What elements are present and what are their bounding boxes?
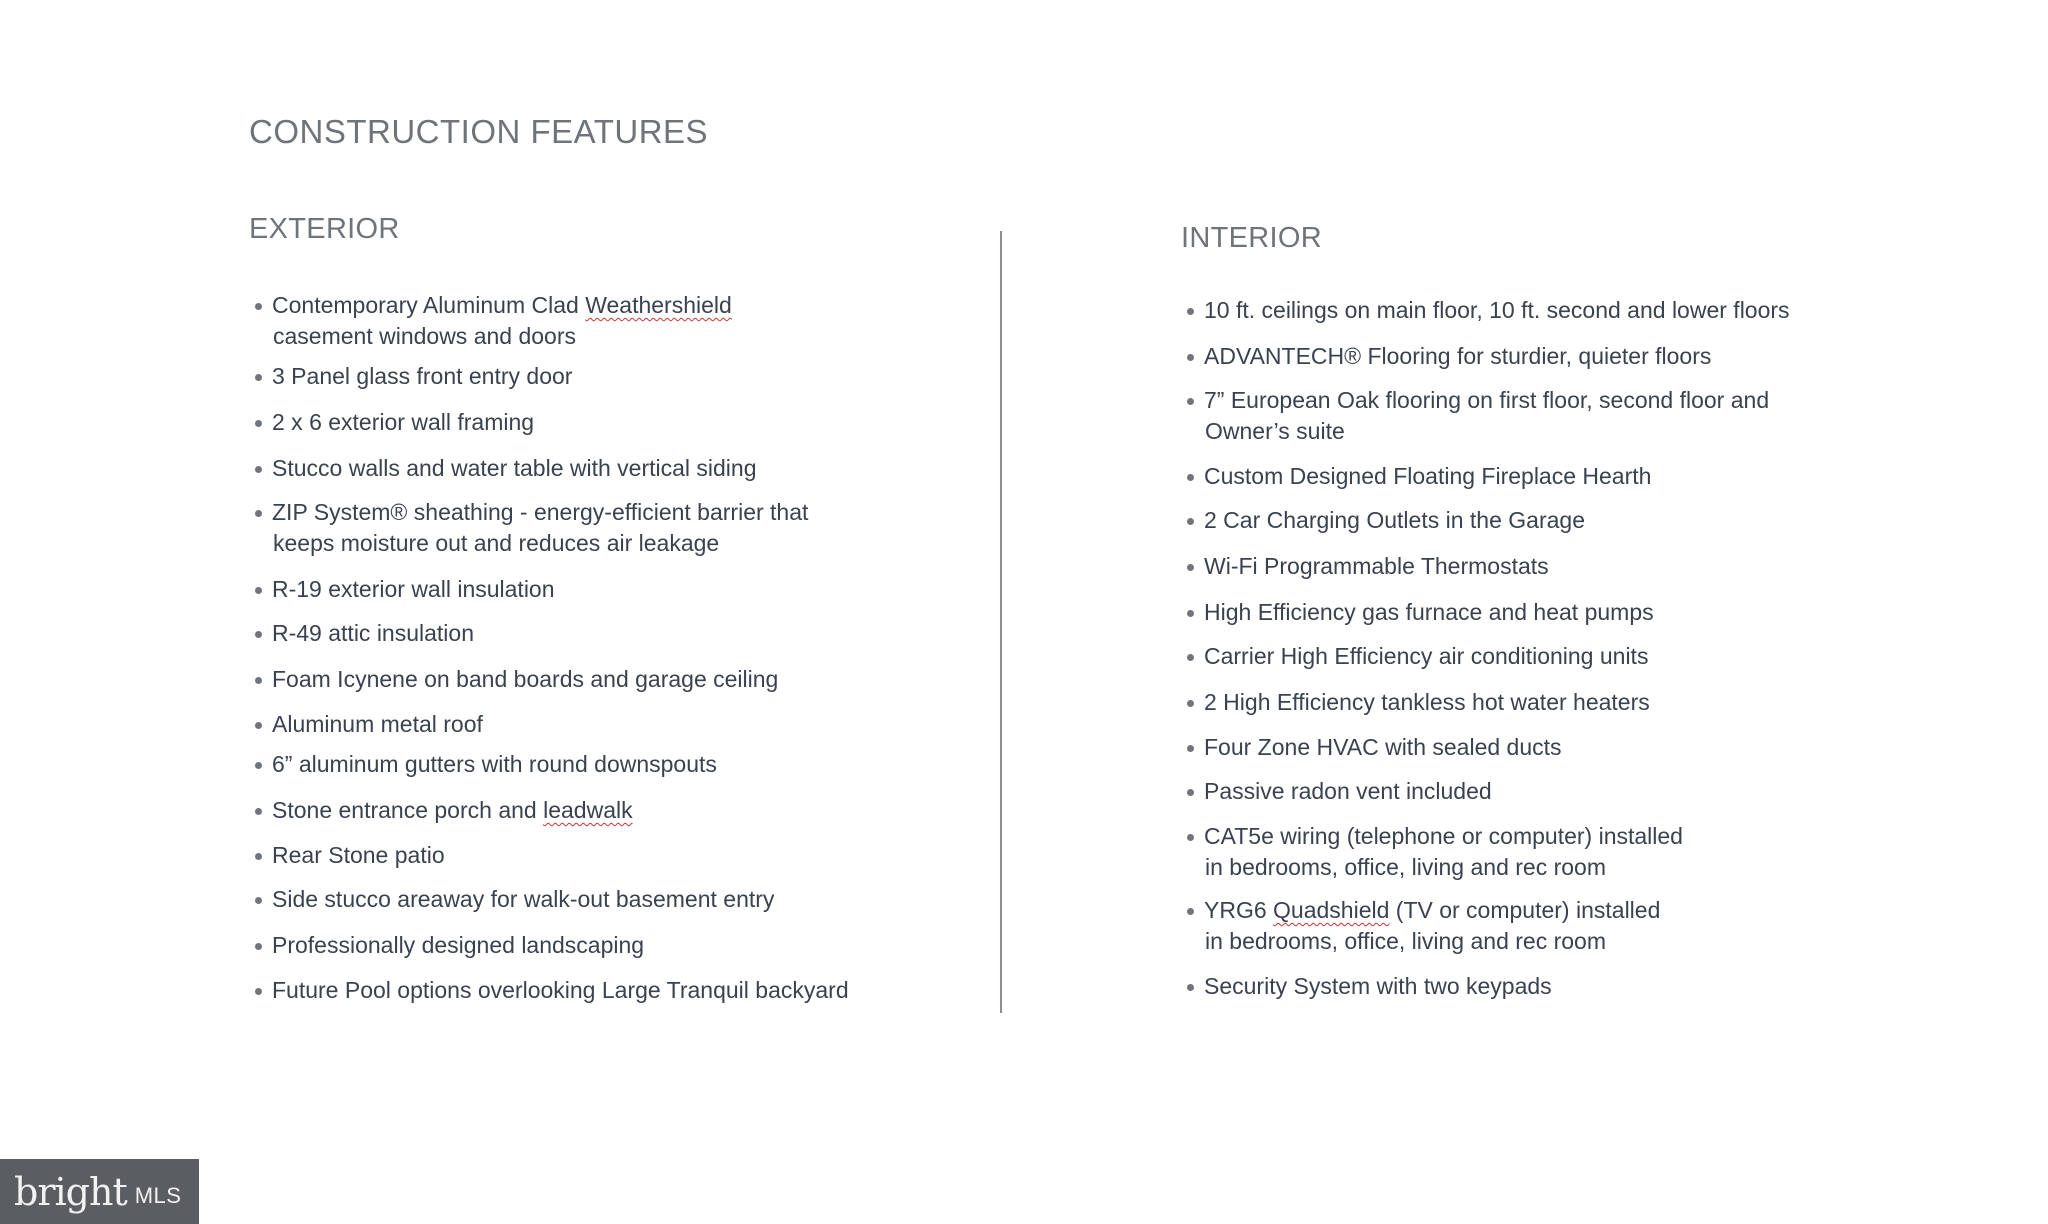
list-item: High Efficiency gas furnace and heat pumps [1204, 597, 1654, 628]
list-item: CAT5e wiring (telephone or computer) installed in bedrooms, office, living and rec room [1204, 821, 1683, 883]
spellcheck-flagged-word: Weathershield [585, 292, 732, 318]
list-item: Professionally designed landscaping [272, 930, 644, 961]
bullet-icon [255, 420, 262, 427]
bullet-icon [255, 943, 262, 950]
bullet-icon [1187, 518, 1194, 525]
list-item: Stucco walls and water table with vertical siding [272, 453, 757, 484]
bullet-icon [255, 677, 262, 684]
list-item: Side stucco areaway for walk-out basement entry [272, 884, 774, 915]
spellcheck-flagged-word: leadwalk [543, 797, 633, 823]
list-item: 6” aluminum gutters with round downspouts [272, 749, 717, 780]
bullet-icon [1187, 908, 1194, 915]
bullet-icon [1187, 610, 1194, 617]
bullet-icon [1187, 564, 1194, 571]
bullet-icon [255, 303, 262, 310]
page-title: CONSTRUCTION FEATURES [249, 113, 709, 150]
interior-heading: INTERIOR [1181, 222, 1322, 254]
bullet-icon [255, 510, 262, 517]
list-item: Carrier High Efficiency air conditioning units [1204, 641, 1648, 672]
bullet-icon [1187, 474, 1194, 481]
list-item: Rear Stone patio [272, 840, 445, 871]
bright-logo: bright [14, 1169, 127, 1214]
bullet-icon [1187, 745, 1194, 752]
bullet-icon [1187, 789, 1194, 796]
list-item: Passive radon vent included [1204, 776, 1492, 807]
bullet-icon [1187, 834, 1194, 841]
bullet-icon [1187, 654, 1194, 661]
list-item: Security System with two keypads [1204, 971, 1552, 1002]
list-item: ZIP System® sheathing - energy-efficient barrier that keeps moisture out and reduces air leakage [272, 497, 808, 559]
list-item: Wi-Fi Programmable Thermostats [1204, 551, 1549, 582]
list-item: R-19 exterior wall insulation [272, 574, 555, 605]
list-item: YRG6 Quadshield (TV or computer) installed in bedrooms, office, living and rec room [1204, 895, 1660, 957]
bullet-icon [255, 631, 262, 638]
list-item: Stone entrance porch and leadwalk [272, 795, 633, 826]
exterior-heading: EXTERIOR [249, 213, 400, 245]
bullet-icon [255, 722, 262, 729]
list-item: 10 ft. ceilings on main floor, 10 ft. second and lower floors [1204, 295, 1790, 326]
list-item: Aluminum metal roof [272, 709, 483, 740]
list-item: 2 Car Charging Outlets in the Garage [1204, 505, 1585, 536]
list-item: 3 Panel glass front entry door [272, 361, 572, 392]
list-item: Four Zone HVAC with sealed ducts [1204, 732, 1562, 763]
bullet-icon [1187, 398, 1194, 405]
bullet-icon [255, 988, 262, 995]
list-item: Contemporary Aluminum Clad Weathershield casement windows and doors [272, 290, 732, 352]
bullet-icon [255, 587, 262, 594]
bullet-icon [1187, 308, 1194, 315]
bullet-icon [1187, 354, 1194, 361]
bullet-icon [255, 374, 262, 381]
list-item: 2 x 6 exterior wall framing [272, 407, 534, 438]
bullet-icon [255, 808, 262, 815]
bullet-icon [255, 897, 262, 904]
list-item: Custom Designed Floating Fireplace Hearth [1204, 461, 1651, 492]
spellcheck-flagged-word: Quadshield [1273, 897, 1390, 923]
column-divider [1000, 231, 1002, 1013]
list-item: Foam Icynene on band boards and garage ceiling [272, 664, 778, 695]
list-item: Future Pool options overlooking Large Tranquil backyard [272, 975, 849, 1006]
mls-label: MLS [134, 1182, 182, 1208]
bright-mls-watermark [0, 1159, 199, 1224]
bullet-icon [255, 853, 262, 860]
bullet-icon [255, 466, 262, 473]
bullet-icon [1187, 700, 1194, 707]
list-item: ADVANTECH® Flooring for sturdier, quieter floors [1204, 341, 1711, 372]
bullet-icon [1187, 984, 1194, 991]
bullet-icon [255, 762, 262, 769]
list-item: 7” European Oak flooring on first floor, second floor and Owner’s suite [1204, 385, 1769, 447]
list-item: R-49 attic insulation [272, 618, 474, 649]
list-item: 2 High Efficiency tankless hot water heaters [1204, 687, 1650, 718]
